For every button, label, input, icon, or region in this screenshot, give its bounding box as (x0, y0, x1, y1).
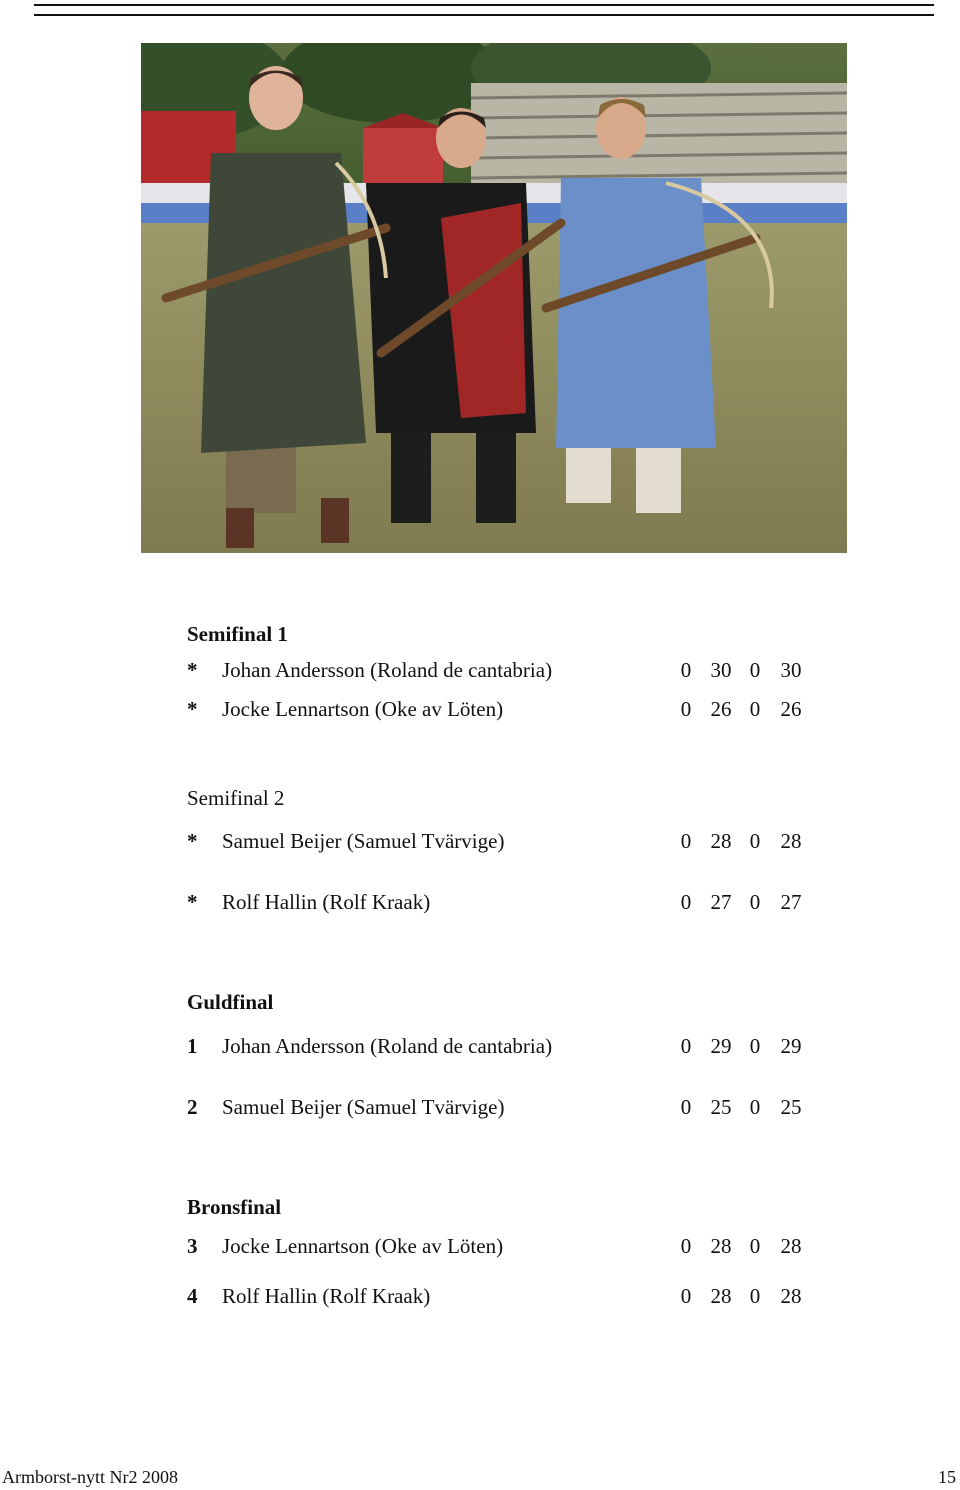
section-title: Semifinal 1 (187, 622, 288, 646)
score-total: 29 (780, 1034, 802, 1058)
rank-marker: 3 (187, 1234, 198, 1258)
score: 27 (710, 890, 732, 914)
score: 0 (749, 1034, 761, 1058)
score: 0 (680, 890, 692, 914)
score-total: 25 (780, 1095, 802, 1119)
competitor-name: Rolf Hallin (Rolf Kraak) (222, 1284, 431, 1308)
score: 29 (710, 1034, 732, 1058)
footer-page-number: 15 (938, 1467, 956, 1487)
competitor-name: Jocke Lennartson (Oke av Löten) (222, 1234, 504, 1258)
score: 0 (749, 697, 761, 721)
competitor-name: Johan Andersson (Roland de cantabria) (222, 1034, 553, 1058)
rank-marker: * (187, 829, 198, 853)
competitor-name: Johan Andersson (Roland de cantabria) (222, 658, 553, 682)
section-title: Bronsfinal (187, 1195, 282, 1219)
score: 0 (749, 1284, 761, 1308)
score: 0 (749, 890, 761, 914)
footer-publication: Armborst-nytt Nr2 2008 (2, 1467, 178, 1487)
rank-marker: * (187, 890, 198, 914)
score-total: 28 (780, 1234, 802, 1258)
score-total: 26 (780, 697, 802, 721)
competitor-name: Samuel Beijer (Samuel Tvärvige) (222, 1095, 505, 1119)
rank-marker: * (187, 697, 198, 721)
competitor-name: Jocke Lennartson (Oke av Löten) (222, 697, 504, 721)
competitor-name: Rolf Hallin (Rolf Kraak) (222, 890, 431, 914)
score: 28 (710, 829, 732, 853)
score: 0 (680, 1095, 692, 1119)
score-total: 28 (780, 1284, 802, 1308)
header-rule-top (34, 4, 934, 6)
score: 0 (680, 1034, 692, 1058)
score-total: 27 (780, 890, 802, 914)
score-total: 30 (780, 658, 802, 682)
score: 0 (749, 1095, 761, 1119)
section-title: Semifinal 2 (187, 786, 285, 810)
header-rule-bottom (34, 14, 934, 16)
score-total: 28 (780, 829, 802, 853)
score: 30 (710, 658, 732, 682)
rank-marker: 2 (187, 1095, 198, 1119)
score: 0 (680, 658, 692, 682)
score: 0 (749, 829, 761, 853)
score: 0 (680, 829, 692, 853)
rank-marker: 1 (187, 1034, 198, 1058)
archers-photo (141, 43, 847, 553)
score: 0 (680, 697, 692, 721)
rank-marker: 4 (187, 1284, 198, 1308)
score: 28 (710, 1234, 732, 1258)
section-title: Guldfinal (187, 990, 274, 1014)
score: 26 (710, 697, 732, 721)
competitor-name: Samuel Beijer (Samuel Tvärvige) (222, 829, 505, 853)
rank-marker: * (187, 658, 198, 682)
score: 25 (710, 1095, 732, 1119)
score: 0 (680, 1284, 692, 1308)
score: 0 (680, 1234, 692, 1258)
score: 28 (710, 1284, 732, 1308)
score: 0 (749, 1234, 761, 1258)
score: 0 (749, 658, 761, 682)
